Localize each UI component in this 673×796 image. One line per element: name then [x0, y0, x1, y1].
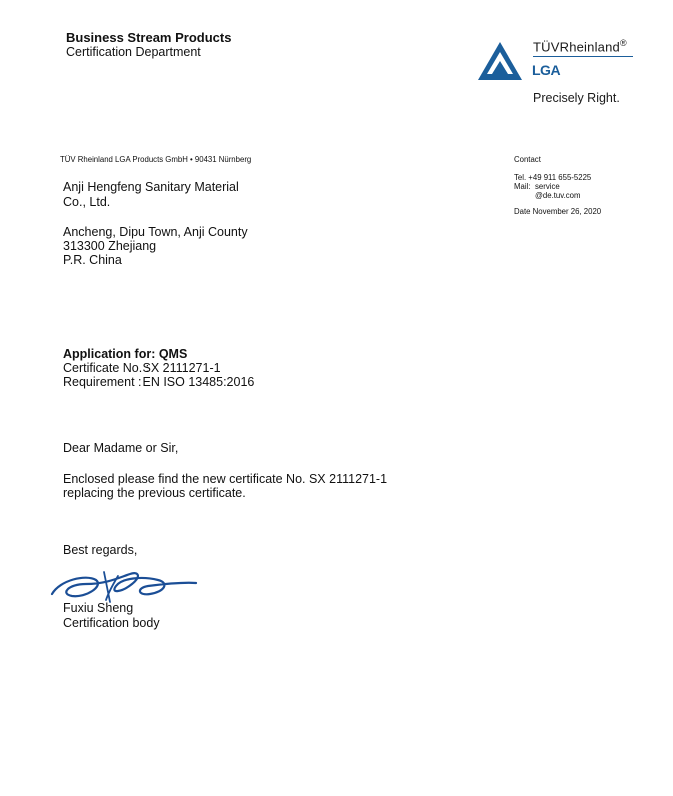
application-title: Application for: QMS: [63, 347, 188, 361]
recipient-line-5: P.R. China: [63, 253, 122, 267]
certificate-number-row: [63, 361, 221, 375]
signer-name: Fuxiu Sheng: [63, 601, 134, 615]
recipient-line-1: Anji Hengfeng Sanitary Material: [63, 180, 239, 194]
contact-mail-2: @de.tuv.com: [535, 191, 581, 200]
lga-mark: LGA: [532, 62, 561, 78]
closing: Best regards,: [63, 543, 138, 557]
body-line-1: Enclosed please find the new certificate No. SX 2111271-1: [63, 472, 388, 486]
registered-mark: ®: [619, 38, 627, 48]
contact-mail-1: service: [535, 182, 560, 191]
contact-date: Date November 26, 2020: [514, 207, 602, 216]
certificate-number-label: Certificate No. :: [63, 361, 150, 375]
certificate-number-value: SX 2111271-1: [142, 361, 221, 375]
contact-tel: Tel. +49 911 655-5225: [514, 173, 592, 182]
recipient-line-4: 313300 Zhejiang: [63, 239, 157, 253]
brand-divider: [533, 56, 633, 57]
slogan: Precisely Right.: [533, 91, 620, 105]
sender-line: TÜV Rheinland LGA Products GmbH • 90431 Nürnberg: [60, 155, 252, 164]
department-title: Business Stream Products: [66, 30, 232, 45]
department-subtitle: Certification Department: [66, 45, 201, 59]
recipient-line-3: Ancheng, Dipu Town, Anji County: [63, 225, 248, 239]
body-line-2: replacing the previous certificate.: [63, 486, 246, 500]
recipient-line-2: Co., Ltd.: [63, 195, 111, 209]
brand-name: TÜVRheinland®: [533, 38, 627, 55]
requirement-value: EN ISO 13485:2016: [142, 375, 255, 389]
salutation: Dear Madame or Sir,: [63, 441, 179, 455]
contact-mail-label: Mail:: [514, 182, 531, 191]
requirement-label: Requirement :: [63, 375, 142, 389]
requirement-row: [63, 375, 254, 389]
contact-heading: Contact: [514, 155, 541, 164]
signer-role: Certification body: [63, 616, 160, 630]
